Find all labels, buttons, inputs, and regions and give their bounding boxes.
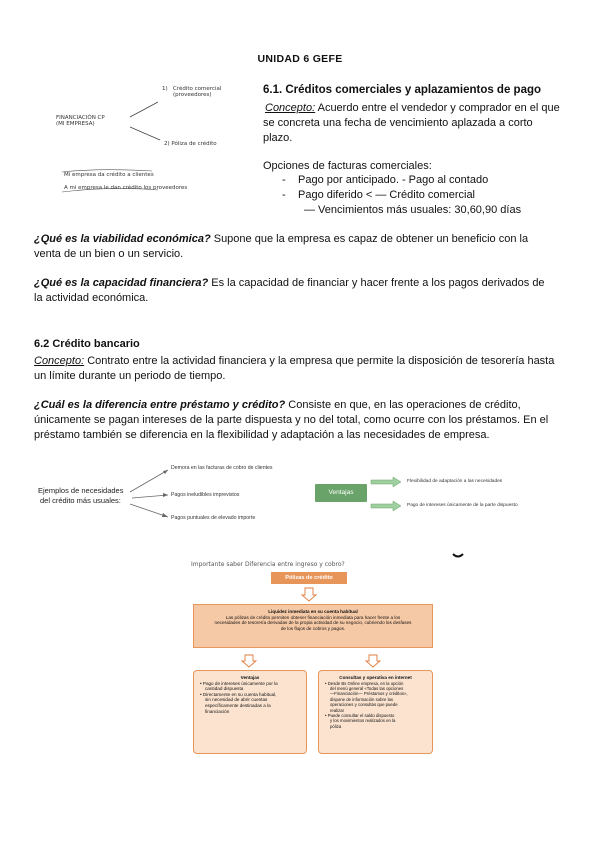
option-2-sub: — Vencimientos más usuales: 30,60,90 días (304, 204, 522, 216)
invoice-options-list: - Pago por anticipado. - Pago al contado - Pago diferido < — Crédito comercial — Vencimientos más usuales: 30,60,90 días (282, 174, 522, 216)
section-6-1-concept: Concepto: Acuerdo entre el vendedor y comprador en el que se concreta una fecha de vencimiento aplazada a corto plazo. (263, 102, 560, 144)
benefits-box (193, 670, 307, 754)
online-box (318, 670, 433, 754)
financing-label: FINANCIACIÓN CP (MI EMPRESA) (56, 115, 105, 127)
credit-needs-diagram (38, 460, 298, 530)
need-item-3: Pagos puntuales de elevado importe (171, 515, 256, 521)
note-credit-clients: Mi empresa da crédito a clientes (64, 172, 154, 178)
section-6-2-heading: 6.2 Crédito bancario (34, 338, 140, 350)
option-1: Pago por anticipado. - Pago al contado (298, 174, 489, 186)
advantage-item-1: Flexibilidad de adaptación a las necesidades (407, 479, 503, 484)
concept-label-2: Concepto: (34, 355, 85, 367)
capacidad-paragraph: ¿Qué es la capacidad financiera? Es la capacidad de financiar y hacer frente a los pagos derivados de la actividad económica. (34, 277, 545, 304)
advantage-item-2: Pago de intereses únicamente de la parte dispuesto (407, 503, 518, 508)
diferencia-paragraph: ¿Cuál es la diferencia entre préstamo y crédito? Consiste en que, en las operaciones de crédito, únicamente se pagan intereses de la parte dispuesta y no del total, como ocurre con los préstamos. En el préstamo también se diferencia en la flexibilidad y adaptación a las necesidades de empresa. (34, 399, 549, 441)
benefits-list: • Pago de intereses únicamente por la cantidad dispuesta • Directamente en su cuenta habitual, sin necesidad de abrir cuentas específicamente destinadas a la financiación (200, 680, 278, 714)
advantages-diagram (315, 474, 575, 514)
credit-policy-diagram (185, 558, 445, 758)
branch-2-label: 2) Póliza de crédito (164, 141, 217, 147)
section-6-2-concept: Concepto: Contrato entre la actividad financiera y la empresa que permite la disposición de tesorería hasta un límite durante un periodo de tiempo. (34, 355, 555, 382)
capacidad-question: ¿Qué es la capacidad financiera? (34, 277, 209, 289)
benefits-title: Ventajas (240, 675, 260, 680)
financing-branches (40, 80, 260, 200)
decorative-mark (452, 553, 464, 559)
page-title: UNIDAD 6 GEFE (257, 53, 343, 65)
liquidity-box (193, 604, 433, 648)
advantages-box: Ventajas (315, 484, 367, 502)
need-item-1: Demora en las facturas de cobro de clientes (171, 465, 273, 471)
invoice-options-title: Opciones de facturas comerciales: (263, 160, 432, 172)
option-2: Pago diferido < — Crédito comercial (298, 189, 475, 201)
credit-needs-label: Ejemplos de necesidades del crédito más usuales: (38, 486, 124, 505)
viabilidad-question: ¿Qué es la viabilidad económica? (34, 233, 211, 245)
liquidity-title: Liquidez inmediata en su cuenta habitual (268, 609, 358, 614)
note-credit-suppliers: A mi empresa le dan crédito los proveedores (64, 185, 188, 191)
section-6-1-heading: 6.1. Créditos comerciales y aplazamientos de pago (263, 84, 542, 96)
need-item-2: Pagos ineludibles imprevistos (171, 492, 240, 498)
diferencia-question: ¿Cuál es la diferencia entre préstamo y crédito? (34, 399, 286, 411)
viabilidad-paragraph: ¿Qué es la viabilidad económica? Supone que la empresa es capaz de obtener un beneficio con la venta de un bien o un servicio. (34, 233, 529, 260)
policies-box: Pólizas de crédito (271, 572, 347, 584)
concept-label: Concepto: (265, 102, 316, 114)
financing-diagram (40, 80, 260, 200)
online-list: • Desde Bs Online empresa, en la opción del menú general «Todas las opciones —Financiación— Préstamos y créditos», dispone de información sobre las operaciones y consultas que puede realizar • Puede consultar el saldo dispuesto y los movimientos realizados en la póliza (325, 680, 408, 729)
branch-1: 1) (162, 86, 168, 92)
diagram-note: Importante saber Diferencia entre ingreso y cobro? (191, 561, 345, 568)
branch-1-label: Crédito comercial (proveedores) (173, 86, 222, 98)
liquidity-text: Las pólizas de crédito permiten obtener financiación inmediata para hacer frente a los necesidades de tesorería derivadas de la propia actividad de su negocio, cubriendo los desfases de los flujos de cobros y pagos. (214, 614, 412, 631)
online-title: Consultas y operativa en internet (339, 675, 412, 680)
